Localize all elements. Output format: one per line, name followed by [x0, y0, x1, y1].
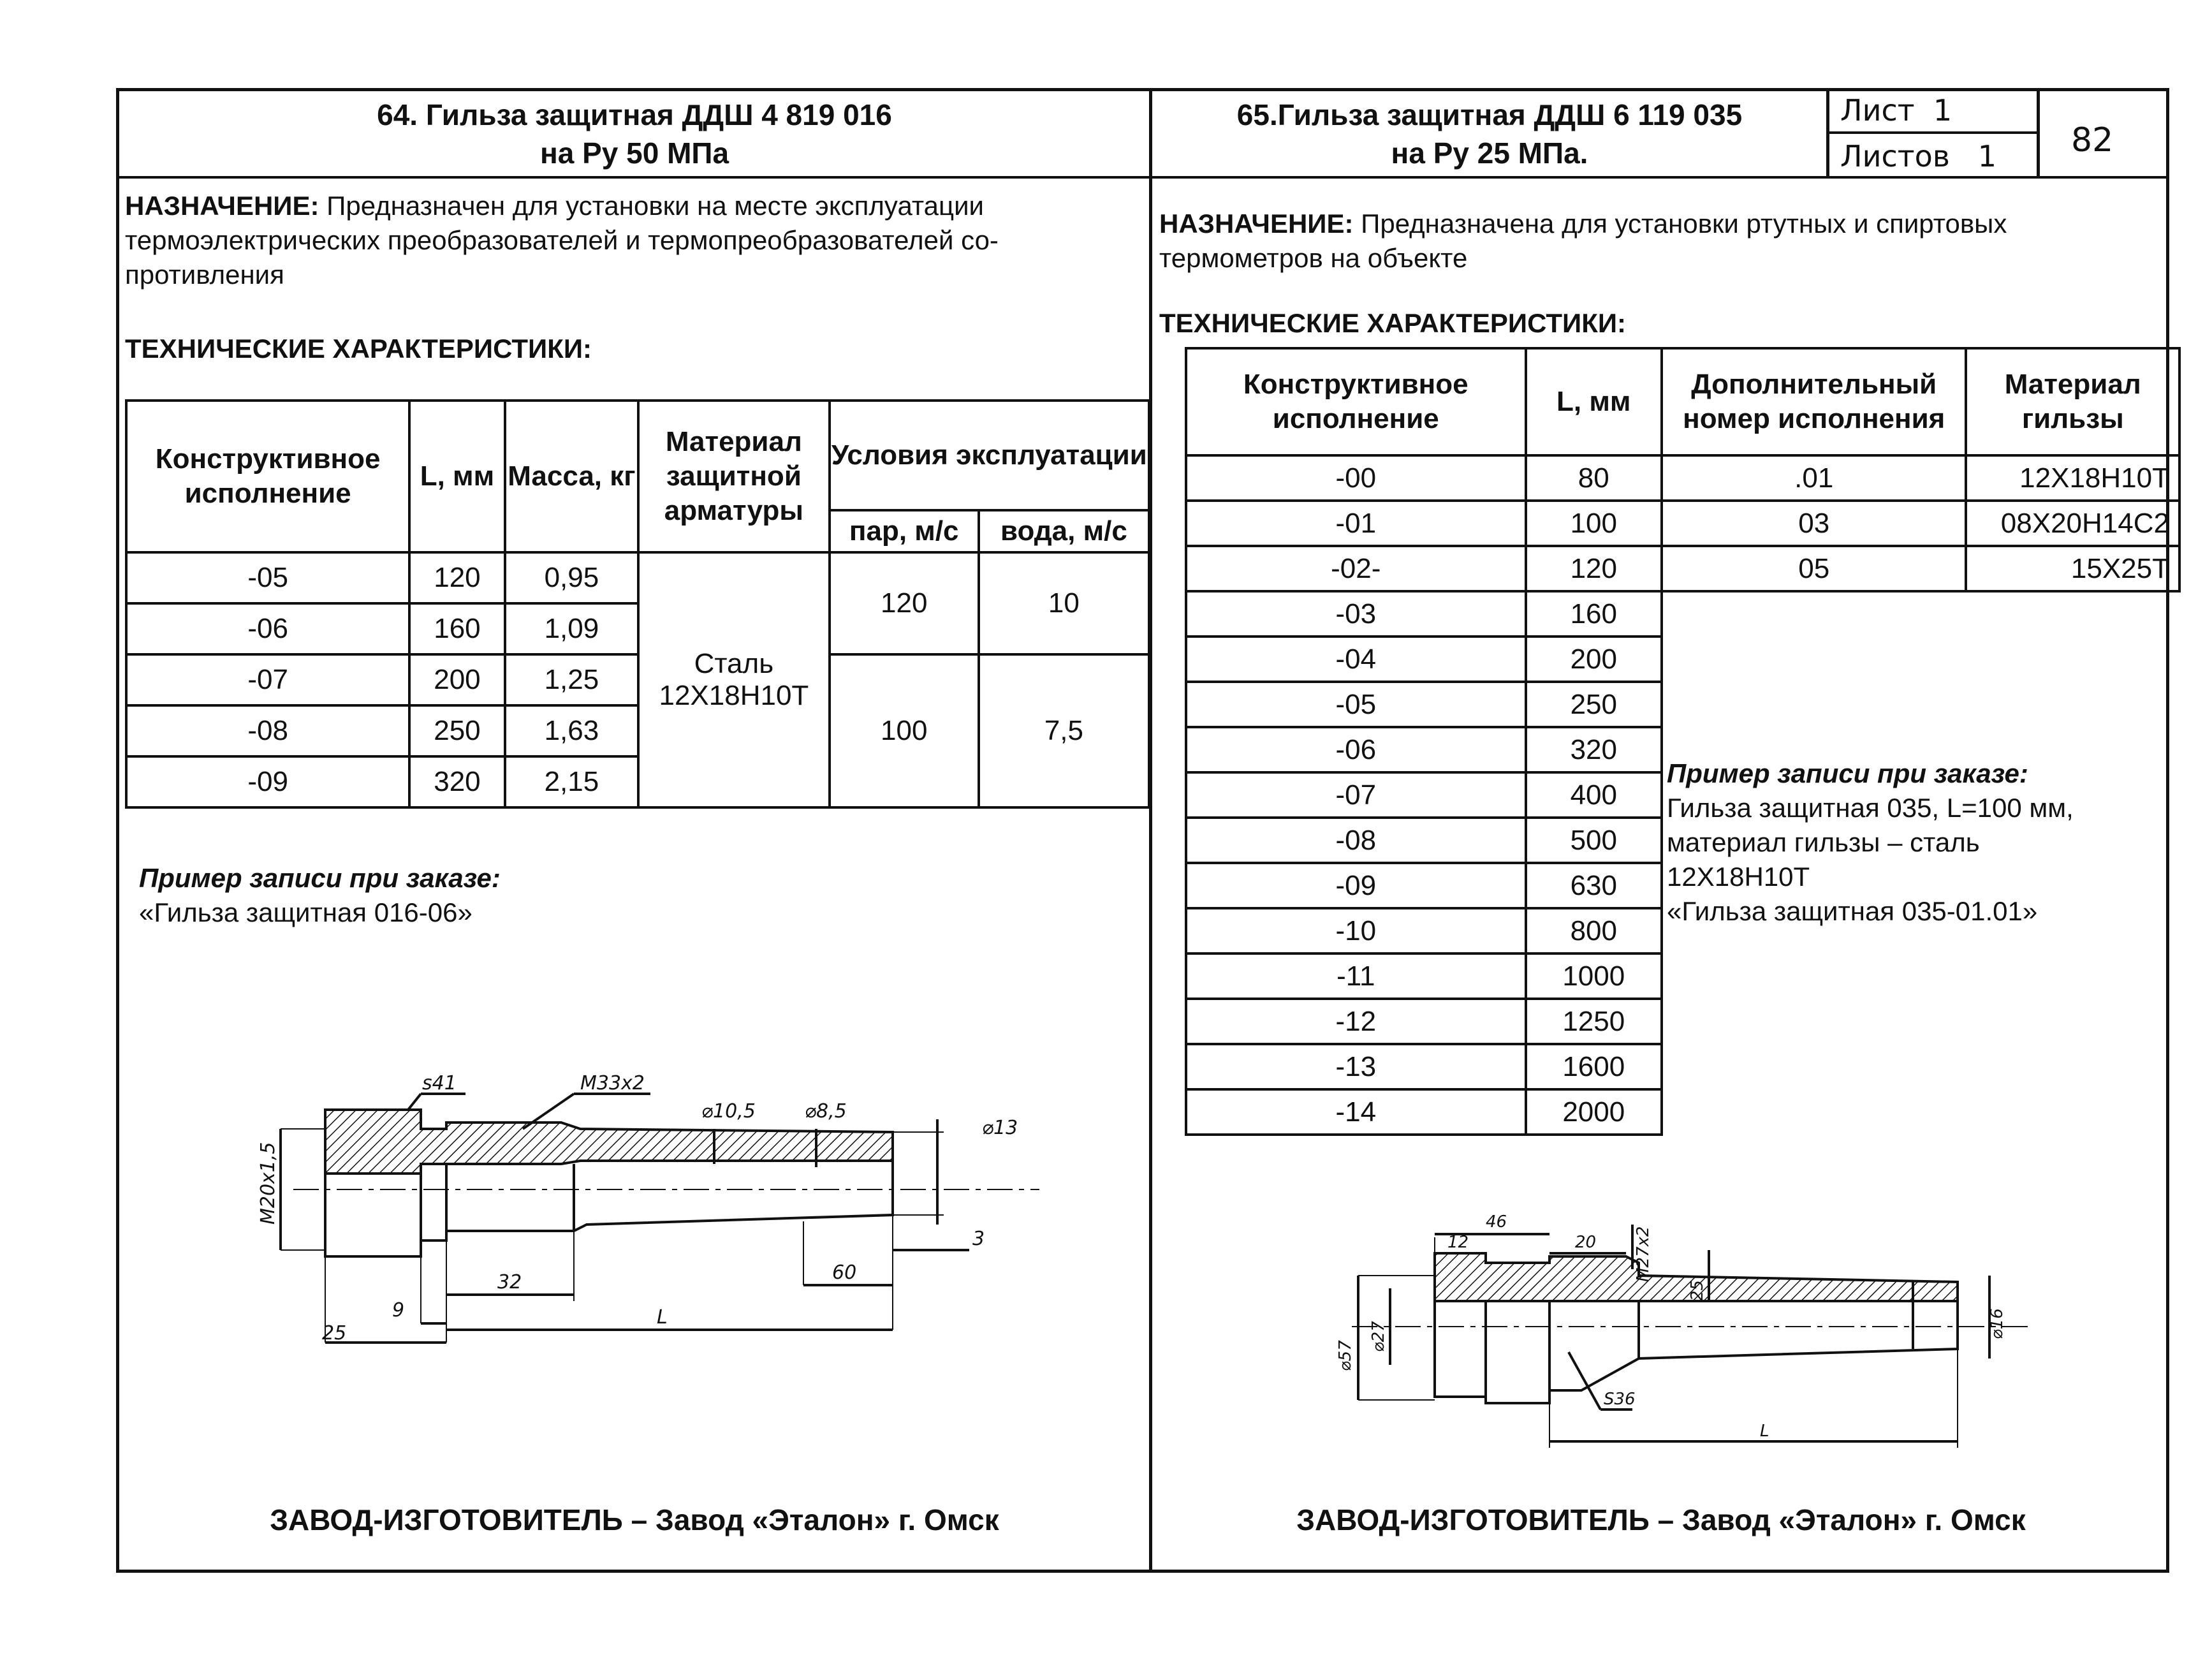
table-cell: 10: [979, 552, 1149, 654]
table-cell: 80: [1526, 455, 1662, 501]
page-number: 82: [2071, 121, 2114, 159]
table-cell: 05: [1662, 546, 1966, 591]
dim-25: 25: [322, 1322, 347, 1344]
left-th-length: L, мм: [409, 401, 504, 552]
table-cell: 1000: [1526, 953, 1662, 999]
table-cell: 7,5: [979, 654, 1149, 807]
left-spec-table: [125, 399, 1150, 809]
table-cell: 100: [830, 654, 979, 807]
table-cell: 1,25: [505, 654, 639, 705]
material-line2: 12Х18Н10Т: [659, 680, 809, 711]
dim-12: 12: [1447, 1233, 1469, 1252]
left-order-example: [139, 861, 501, 930]
table-cell: 03: [1662, 501, 1966, 546]
right-order-line4: «Гильза защитная 035-01.01»: [1667, 896, 2038, 926]
table-cell: -06: [126, 603, 409, 654]
table-row: [1186, 908, 1662, 953]
dim-d10: ⌀10,5: [701, 1100, 756, 1123]
sheet-divider-h: [1826, 131, 2038, 134]
table-cell: 2000: [1526, 1089, 1662, 1135]
sheet-number: 1: [1933, 93, 1952, 128]
dim-d13: ⌀13: [982, 1117, 1018, 1139]
right-order-example: [1667, 756, 2164, 929]
table-row: [1186, 501, 1662, 546]
table-cell: 250: [409, 705, 504, 756]
right-purpose-label: НАЗНАЧЕНИЕ:: [1159, 209, 1354, 239]
header-divider: [116, 176, 2169, 179]
right-order-line3: 12Х18Н10Т: [1667, 862, 1810, 892]
table-cell: 200: [1526, 637, 1662, 682]
right-manufacturer: ЗАВОД-ИЗГОТОВИТЕЛЬ – Завод «Эталон» г. Омск: [1296, 1503, 2026, 1536]
material-line1: Сталь: [694, 648, 774, 679]
left-order-label: Пример записи при заказе:: [139, 863, 501, 893]
table-row: [1186, 1089, 1662, 1135]
table-cell: -09: [126, 756, 409, 807]
right-order-label: Пример записи при заказе:: [1667, 758, 2028, 788]
table-cell: 400: [1526, 772, 1662, 818]
table-cell: .01: [1662, 455, 1966, 501]
dim-m33: M33x2: [580, 1072, 645, 1094]
left-order-text: «Гильза защитная 016-06»: [139, 897, 472, 927]
right-title-line1: 65.Гильза защитная ДДШ 6 119 035: [1236, 98, 1743, 131]
left-purpose-text2: термоэлектрических преобразователей и термопреобразователей со-: [125, 225, 999, 255]
table-row: [1186, 953, 1662, 999]
sheets-count: 1: [1977, 139, 1996, 173]
table-cell: -05: [126, 552, 409, 603]
right-technical-drawing: [1301, 1205, 2066, 1461]
left-th-material: Материал защитной арматуры: [638, 401, 829, 552]
table-cell: 500: [1526, 818, 1662, 863]
table-cell: 160: [409, 603, 504, 654]
table-cell: 1250: [1526, 999, 1662, 1044]
table-cell: 250: [1526, 682, 1662, 727]
table-row: [1186, 682, 1662, 727]
dim-d85: ⌀8,5: [805, 1100, 847, 1123]
left-th-steam: пар, м/с: [830, 510, 979, 552]
dim-d57: ⌀57: [1336, 1340, 1355, 1371]
table-cell: -01: [1186, 501, 1526, 546]
dim-d16: ⌀16: [1988, 1308, 2007, 1339]
dim-60: 60: [832, 1262, 857, 1284]
table-cell: -06: [1186, 727, 1526, 772]
left-purpose-text3: противления: [125, 260, 284, 290]
right-title-line2: на Ру 25 МПа.: [1391, 136, 1588, 170]
table-row: [1662, 546, 2179, 591]
left-th-conditions: Условия эксплуатации: [830, 401, 1149, 510]
table-cell: -07: [1186, 772, 1526, 818]
dim-20: 20: [1575, 1233, 1597, 1252]
center-divider: [1149, 88, 1152, 1573]
table-row: [1186, 727, 1662, 772]
dim-L: L: [657, 1306, 668, 1329]
table-cell: -10: [1186, 908, 1526, 953]
table-row: [1186, 637, 1662, 682]
table-cell: -04: [1186, 637, 1526, 682]
table-cell: 120: [409, 552, 504, 603]
table-cell: 320: [409, 756, 504, 807]
left-technical-drawing: [255, 1059, 1071, 1358]
right-extra-table: [1660, 347, 2181, 593]
sheets-label: [1840, 139, 1996, 173]
left-title-line2: на Ру 50 МПа: [539, 136, 729, 170]
table-row: [1662, 501, 2179, 546]
right-th-number: Дополнительный номер исполнения: [1662, 348, 1966, 455]
sheet-label: [1840, 93, 1952, 128]
table-row: [1186, 546, 1662, 591]
left-th-water: вода, м/с: [979, 510, 1149, 552]
right-order-line2: материал гильзы – сталь: [1667, 827, 1980, 857]
left-title-line1: 64. Гильза защитная ДДШ 4 819 016: [377, 98, 892, 131]
left-title: [120, 96, 1149, 172]
table-row: [1186, 818, 1662, 863]
table-row: [1186, 863, 1662, 908]
table-cell: -08: [1186, 818, 1526, 863]
dim-d27: ⌀27: [1369, 1321, 1388, 1352]
right-th-material: Материал гильзы: [1966, 348, 2179, 455]
right-spec-table: [1185, 347, 1663, 1136]
table-cell: -09: [1186, 863, 1526, 908]
left-th-design: Конструктивное исполнение: [126, 401, 409, 552]
table-cell: -08: [126, 705, 409, 756]
right-th-length: L, мм: [1526, 348, 1662, 455]
dim-Lr: L: [1760, 1422, 1769, 1441]
dim-25r: 25: [1688, 1279, 1707, 1301]
table-cell: 1,09: [505, 603, 639, 654]
table-cell: 1600: [1526, 1044, 1662, 1089]
table-row: [1186, 591, 1662, 637]
table-cell: -05: [1186, 682, 1526, 727]
left-purpose-label: НАЗНАЧЕНИЕ:: [125, 191, 319, 221]
table-cell: 320: [1526, 727, 1662, 772]
right-purpose: [1159, 207, 2154, 276]
dim-s36: S36: [1604, 1390, 1636, 1409]
dim-s41: s41: [422, 1072, 457, 1094]
left-th-mass: Масса, кг: [505, 401, 639, 552]
table-cell: 800: [1526, 908, 1662, 953]
table-cell: -14: [1186, 1089, 1526, 1135]
table-cell: 200: [409, 654, 504, 705]
dim-m20: M20x1,5: [257, 1142, 279, 1225]
left-purpose: [125, 189, 1145, 292]
table-cell: 2,15: [505, 756, 639, 807]
left-purpose-text1: Предназначен для установки на месте эксплуатации: [319, 191, 984, 221]
table-cell: -02-: [1186, 546, 1526, 591]
table-cell: -07: [126, 654, 409, 705]
right-purpose-text2: термометров на объекте: [1159, 243, 1468, 273]
table-row: [1186, 1044, 1662, 1089]
left-manufacturer: ЗАВОД-ИЗГОТОВИТЕЛЬ – Завод «Эталон» г. Омск: [270, 1503, 999, 1536]
right-title: [1153, 96, 1826, 172]
dim-9: 9: [392, 1299, 405, 1321]
left-material-cell: [638, 552, 829, 807]
table-cell: -00: [1186, 455, 1526, 501]
table-cell: 630: [1526, 863, 1662, 908]
table-cell: 08Х20Н14С2: [1966, 501, 2179, 546]
right-order-line1: Гильза защитная 035, L=100 мм,: [1667, 793, 2074, 823]
right-th-design: Конструктивное исполнение: [1186, 348, 1526, 455]
table-cell: 100: [1526, 501, 1662, 546]
table-row: [1186, 772, 1662, 818]
table-cell: 160: [1526, 591, 1662, 637]
dim-3: 3: [972, 1228, 985, 1250]
table-row: [1186, 999, 1662, 1044]
sheets-label-text: Листов: [1840, 139, 1950, 173]
table-cell: -12: [1186, 999, 1526, 1044]
table-row: [1662, 455, 2179, 501]
sheet-label-text: Лист: [1840, 93, 1915, 128]
table-cell: -03: [1186, 591, 1526, 637]
dim-m27: M27x2: [1634, 1226, 1653, 1282]
right-purpose-text1: Предназначена для установки ртутных и спиртовых: [1353, 209, 2007, 239]
table-cell: 15Х25Т: [1966, 546, 2179, 591]
table-cell: 1,63: [505, 705, 639, 756]
table-cell: 120: [1526, 546, 1662, 591]
table-cell: -13: [1186, 1044, 1526, 1089]
right-specs-heading: ТЕХНИЧЕСКИЕ ХАРАКТЕРИСТИКИ:: [1159, 308, 1627, 338]
table-cell: -11: [1186, 953, 1526, 999]
table-cell: 12Х18Н10Т: [1966, 455, 2179, 501]
table-cell: 0,95: [505, 552, 639, 603]
table-row: [1186, 455, 1662, 501]
table-cell: 120: [830, 552, 979, 654]
left-specs-heading: ТЕХНИЧЕСКИЕ ХАРАКТЕРИСТИКИ:: [125, 334, 592, 364]
dim-46: 46: [1486, 1212, 1507, 1232]
dim-32: 32: [497, 1271, 522, 1293]
